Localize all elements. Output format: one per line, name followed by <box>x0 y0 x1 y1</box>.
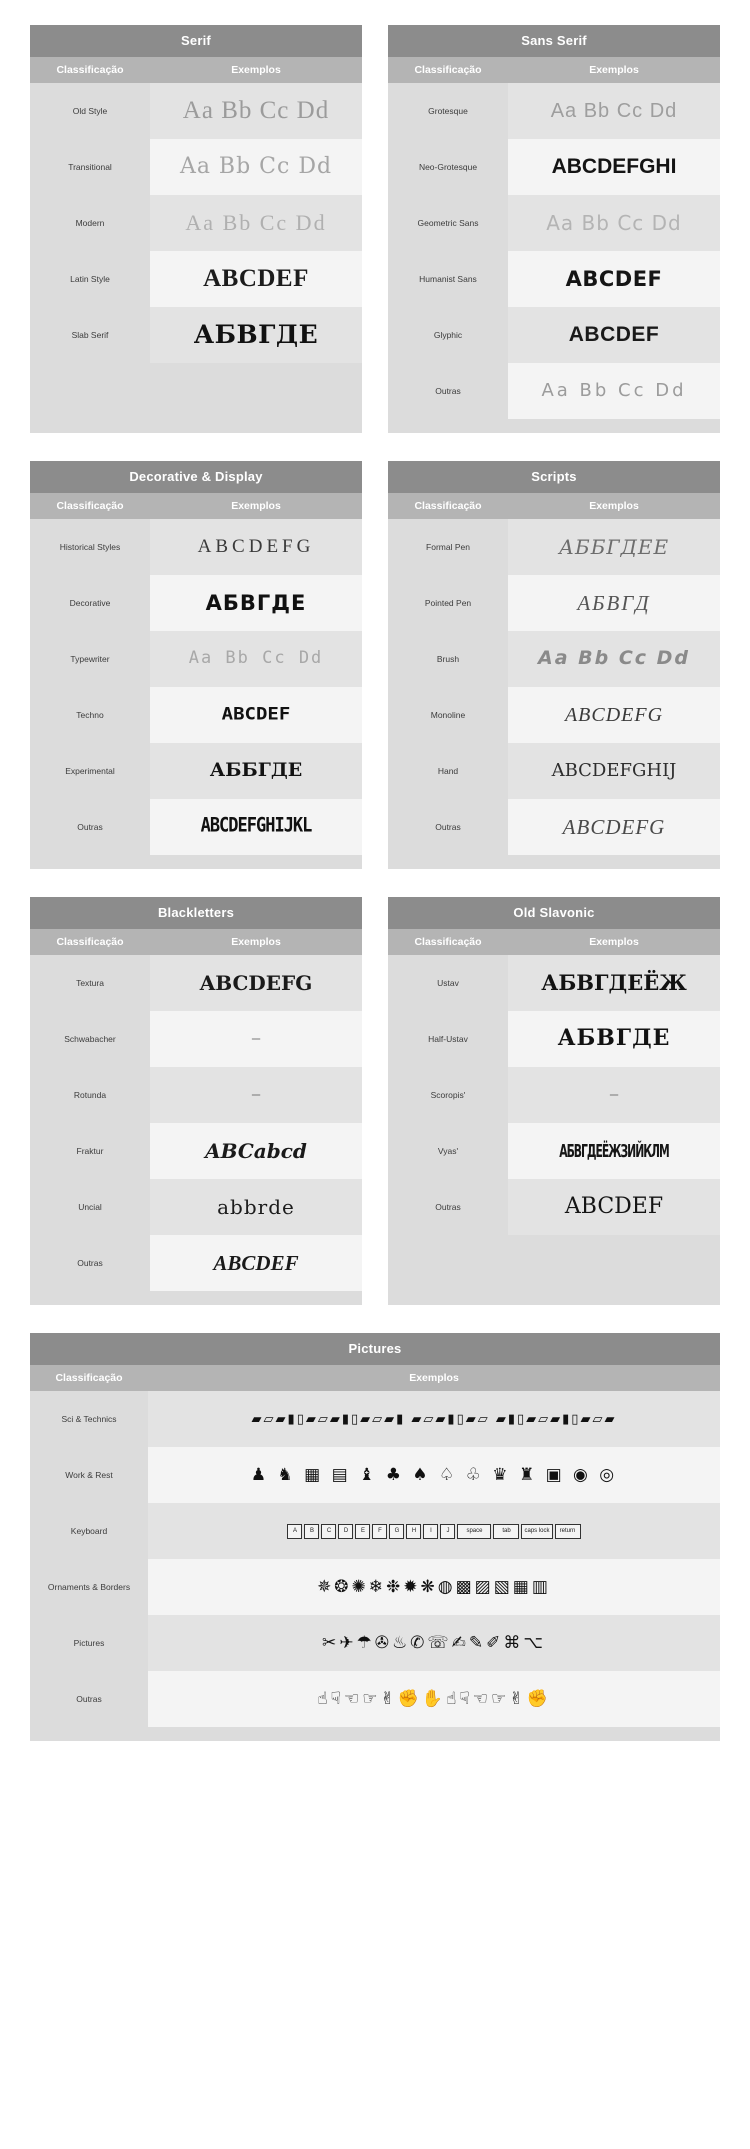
row-label: Outras <box>388 799 508 855</box>
sample-text: ABCDEFG <box>199 970 313 995</box>
table-row <box>30 575 362 631</box>
key-cap: C <box>321 1524 336 1539</box>
key-cap: B <box>304 1524 319 1539</box>
row-sample <box>150 251 362 307</box>
row-label: Formal Pen <box>388 519 508 575</box>
sample-text: Aa Bb Cc Dd <box>182 96 330 124</box>
sample-text: ABCDEFG <box>197 536 315 558</box>
row-sample <box>508 519 720 575</box>
key-cap: G <box>389 1524 404 1539</box>
row-sample <box>508 1011 720 1067</box>
row-sample <box>508 1123 720 1179</box>
table-row <box>388 1123 720 1179</box>
keyboard-sample <box>287 1524 580 1539</box>
table-row <box>388 363 720 419</box>
table-row <box>30 307 362 363</box>
table-row <box>30 1503 720 1559</box>
row-label: Hand <box>388 743 508 799</box>
row-label: Transitional <box>30 139 150 195</box>
card-rows <box>30 1391 720 1727</box>
card-header <box>30 929 362 955</box>
row-sample <box>150 195 362 251</box>
key-cap-caps-lock: caps lock <box>521 1524 552 1539</box>
column-header-classification: Classificação <box>414 936 482 948</box>
sample-text: ABCDEFGHIJKL <box>200 814 312 838</box>
table-row <box>388 83 720 139</box>
sample-text: АБВГДЕЁЖЗИЙКЛМ <box>559 1140 669 1162</box>
row-sample <box>508 83 720 139</box>
sample-text: ABCDEF <box>565 266 663 291</box>
card-header <box>30 1365 720 1391</box>
sample-text: Aa Bb Cc Dd <box>541 379 687 401</box>
sample-text: ABCabcd <box>205 1138 307 1163</box>
row-label: Slab Serif <box>30 307 150 363</box>
row-sample <box>150 1179 362 1235</box>
card-rows <box>388 955 720 1235</box>
table-row <box>30 687 362 743</box>
table-row <box>30 251 362 307</box>
row-label: Historical Styles <box>30 519 150 575</box>
table-row <box>388 1067 720 1123</box>
column-header-examples: Exemplos <box>589 64 639 76</box>
row-label: Vyas' <box>388 1123 508 1179</box>
row-label: Glyphic <box>388 307 508 363</box>
row-sample <box>150 955 362 1011</box>
row-label: Schwabacher <box>30 1011 150 1067</box>
sample-text: Aa Bb Cc Dd <box>188 648 324 669</box>
row-label: Techno <box>30 687 150 743</box>
table-row <box>30 631 362 687</box>
table-row <box>30 139 362 195</box>
row-label: Experimental <box>30 743 150 799</box>
card-decorative-display <box>30 461 362 869</box>
table-row <box>30 743 362 799</box>
row-label: Decorative <box>30 575 150 631</box>
row-label: Half-Ustav <box>388 1011 508 1067</box>
column-header-classification: Classificação <box>56 64 124 76</box>
row-label: Fraktur <box>30 1123 150 1179</box>
row-sample <box>150 1123 362 1179</box>
card-rows <box>30 83 362 363</box>
table-row <box>30 1011 362 1067</box>
card-row-2 <box>30 461 720 869</box>
sample-placeholder: – <box>609 1086 619 1104</box>
sample-text: ✵❂✺❄❉✹❋◍▩▨▧▦▥ <box>317 1577 551 1597</box>
sample-text: ABCDEF <box>213 1250 299 1275</box>
card-old-slavonic <box>388 897 720 1305</box>
table-row <box>388 139 720 195</box>
sample-text: Aa Bb Cc Dd <box>185 210 327 236</box>
row-label: Ornaments & Borders <box>30 1559 148 1615</box>
card-title: Blackletters <box>30 897 362 929</box>
column-header-examples: Exemplos <box>589 500 639 512</box>
sample-text: ABCDEFGHIJ <box>551 759 677 781</box>
column-header-classification: Classificação <box>414 64 482 76</box>
sample-text: Aa Bb Cc Dd <box>179 154 333 180</box>
row-sample <box>150 1235 362 1291</box>
column-header-examples: Exemplos <box>231 500 281 512</box>
table-row <box>388 307 720 363</box>
card-title: Old Slavonic <box>388 897 720 929</box>
row-label: Pictures <box>30 1615 148 1671</box>
card-title: Sans Serif <box>388 25 720 57</box>
table-row <box>388 799 720 855</box>
sample-text: ABCDEF <box>221 704 291 725</box>
sample-text: АБВГДЕЁЖ <box>541 969 687 995</box>
table-row <box>30 1235 362 1291</box>
column-header-classification: Classificação <box>55 1372 123 1384</box>
row-sample <box>508 799 720 855</box>
column-header-examples: Exemplos <box>589 936 639 948</box>
row-sample <box>150 1067 362 1123</box>
table-row <box>30 1391 720 1447</box>
card-pictures <box>30 1333 720 1741</box>
row-label: Uncial <box>30 1179 150 1235</box>
row-sample <box>508 575 720 631</box>
row-sample <box>508 687 720 743</box>
key-cap: I <box>423 1524 438 1539</box>
sample-text: АБВГД <box>577 590 651 615</box>
table-row <box>30 1067 362 1123</box>
row-label: Pointed Pen <box>388 575 508 631</box>
row-label: Rotunda <box>30 1067 150 1123</box>
sample-text: АББГДЕЕ <box>558 534 670 559</box>
table-row <box>30 519 362 575</box>
column-header-classification: Classificação <box>414 500 482 512</box>
table-row <box>388 687 720 743</box>
sample-text: Aa Bb Cc Dd <box>550 99 678 122</box>
row-sample <box>508 307 720 363</box>
card-serif <box>30 25 362 433</box>
sample-text: Aa Bb Cc Dd <box>537 647 691 670</box>
row-sample <box>150 743 362 799</box>
card-header <box>30 57 362 83</box>
sample-text: Aa Bb Cc Dd <box>546 210 682 235</box>
sample-text: АБВГДЕ <box>193 319 319 349</box>
table-row <box>388 251 720 307</box>
row-sample <box>508 743 720 799</box>
sample-text: АББГДЕ <box>209 759 303 782</box>
row-sample <box>508 251 720 307</box>
sample-text: ABCDEF <box>203 264 309 292</box>
sample-text: abbrde <box>217 1194 295 1219</box>
table-row <box>388 631 720 687</box>
row-sample <box>508 631 720 687</box>
card-row-1 <box>30 25 720 433</box>
row-sample <box>150 83 362 139</box>
row-label: Textura <box>30 955 150 1011</box>
row-label: Sci & Technics <box>30 1391 148 1447</box>
card-header <box>30 493 362 519</box>
sample-text: АБВГДЕ <box>557 1025 671 1052</box>
row-sample <box>150 687 362 743</box>
row-label: Scoropis' <box>388 1067 508 1123</box>
sample-placeholder: – <box>251 1030 261 1048</box>
row-label: Ustav <box>388 955 508 1011</box>
card-title: Pictures <box>30 1333 720 1365</box>
table-row <box>30 83 362 139</box>
card-rows <box>30 955 362 1291</box>
card-header <box>388 929 720 955</box>
row-label: Geometric Sans <box>388 195 508 251</box>
table-row <box>30 1671 720 1727</box>
table-row <box>30 1123 362 1179</box>
table-row <box>388 519 720 575</box>
card-blackletters <box>30 897 362 1305</box>
card-rows <box>388 83 720 419</box>
row-sample <box>508 955 720 1011</box>
row-sample <box>150 307 362 363</box>
row-label: Keyboard <box>30 1503 148 1559</box>
key-cap: J <box>440 1524 455 1539</box>
card-title: Serif <box>30 25 362 57</box>
sample-text: ▰▱▰▮▯▰▱▰▮▯▰▱▰▮ ▰▱▰▮▯▰▱ ▰▮▯▰▱▰▮▯▰▱▰ <box>251 1411 617 1427</box>
table-row <box>30 1447 720 1503</box>
table-row <box>30 1559 720 1615</box>
table-row <box>30 1615 720 1671</box>
row-label: Humanist Sans <box>388 251 508 307</box>
row-label: Latin Style <box>30 251 150 307</box>
key-cap: H <box>406 1524 421 1539</box>
row-label: Work & Rest <box>30 1447 148 1503</box>
row-sample <box>150 1011 362 1067</box>
card-row-3 <box>30 897 720 1305</box>
table-row <box>30 955 362 1011</box>
row-label: Modern <box>30 195 150 251</box>
card-sans-serif <box>388 25 720 433</box>
row-label: Grotesque <box>388 83 508 139</box>
card-rows <box>388 519 720 855</box>
row-sample <box>148 1391 720 1447</box>
row-label: Monoline <box>388 687 508 743</box>
sample-text: ABCDEF <box>564 1194 664 1220</box>
row-label: Outras <box>30 1235 150 1291</box>
card-scripts <box>388 461 720 869</box>
card-row-4 <box>30 1333 720 1741</box>
row-label: Old Style <box>30 83 150 139</box>
sample-text: ABCDEFG <box>562 814 666 839</box>
row-sample <box>150 519 362 575</box>
sample-text: ♟ ♞ ▦ ▤ ♝ ♣ ♠ ♤ ♧ ♛ ♜ ▣ ◉ ◎ <box>250 1465 618 1485</box>
row-sample <box>150 799 362 855</box>
sample-text: АБВГДЕ <box>205 590 307 615</box>
row-label: Outras <box>388 1179 508 1235</box>
key-cap-return: return <box>555 1524 581 1539</box>
row-sample <box>508 1179 720 1235</box>
table-row <box>388 955 720 1011</box>
sample-text: ABCDEF <box>568 322 660 346</box>
row-label: Outras <box>30 799 150 855</box>
row-label: Outras <box>30 1671 148 1727</box>
row-sample <box>150 575 362 631</box>
table-row <box>30 1179 362 1235</box>
table-row <box>388 1179 720 1235</box>
row-sample <box>148 1447 720 1503</box>
row-sample <box>148 1559 720 1615</box>
table-row <box>388 743 720 799</box>
column-header-classification: Classificação <box>56 936 124 948</box>
row-label: Typewriter <box>30 631 150 687</box>
row-sample <box>508 139 720 195</box>
key-cap: E <box>355 1524 370 1539</box>
column-header-examples: Exemplos <box>231 936 281 948</box>
table-row <box>30 195 362 251</box>
card-header <box>388 493 720 519</box>
card-title: Decorative & Display <box>30 461 362 493</box>
table-row <box>30 799 362 855</box>
card-rows <box>30 519 362 855</box>
row-sample <box>148 1615 720 1671</box>
row-sample <box>508 195 720 251</box>
sample-text: ABCDEFGHI <box>551 154 677 178</box>
key-cap-space: space <box>457 1524 491 1539</box>
row-sample <box>150 631 362 687</box>
column-header-classification: Classificação <box>56 500 124 512</box>
row-sample <box>148 1671 720 1727</box>
key-cap: F <box>372 1524 387 1539</box>
sample-text: ABCDEFG <box>564 703 664 726</box>
key-cap: A <box>287 1524 302 1539</box>
sample-text: ✂✈☂✇♨✆☏✍✎✐⌘⌥ <box>321 1633 547 1653</box>
row-label: Neo-Grotesque <box>388 139 508 195</box>
row-label: Brush <box>388 631 508 687</box>
row-sample <box>508 363 720 419</box>
table-row <box>388 195 720 251</box>
key-cap: D <box>338 1524 353 1539</box>
row-label: Outras <box>388 363 508 419</box>
row-sample <box>150 139 362 195</box>
table-row <box>388 575 720 631</box>
sample-text: ☝☟☜☞✌✊✋☝☟☜☞✌✊ <box>317 1689 551 1709</box>
row-sample <box>508 1067 720 1123</box>
key-cap-tab: tab <box>493 1524 519 1539</box>
card-header <box>388 57 720 83</box>
column-header-examples: Exemplos <box>231 64 281 76</box>
column-header-examples: Exemplos <box>409 1372 459 1384</box>
row-sample <box>148 1503 720 1559</box>
card-title: Scripts <box>388 461 720 493</box>
sample-placeholder: – <box>251 1086 261 1104</box>
table-row <box>388 1011 720 1067</box>
